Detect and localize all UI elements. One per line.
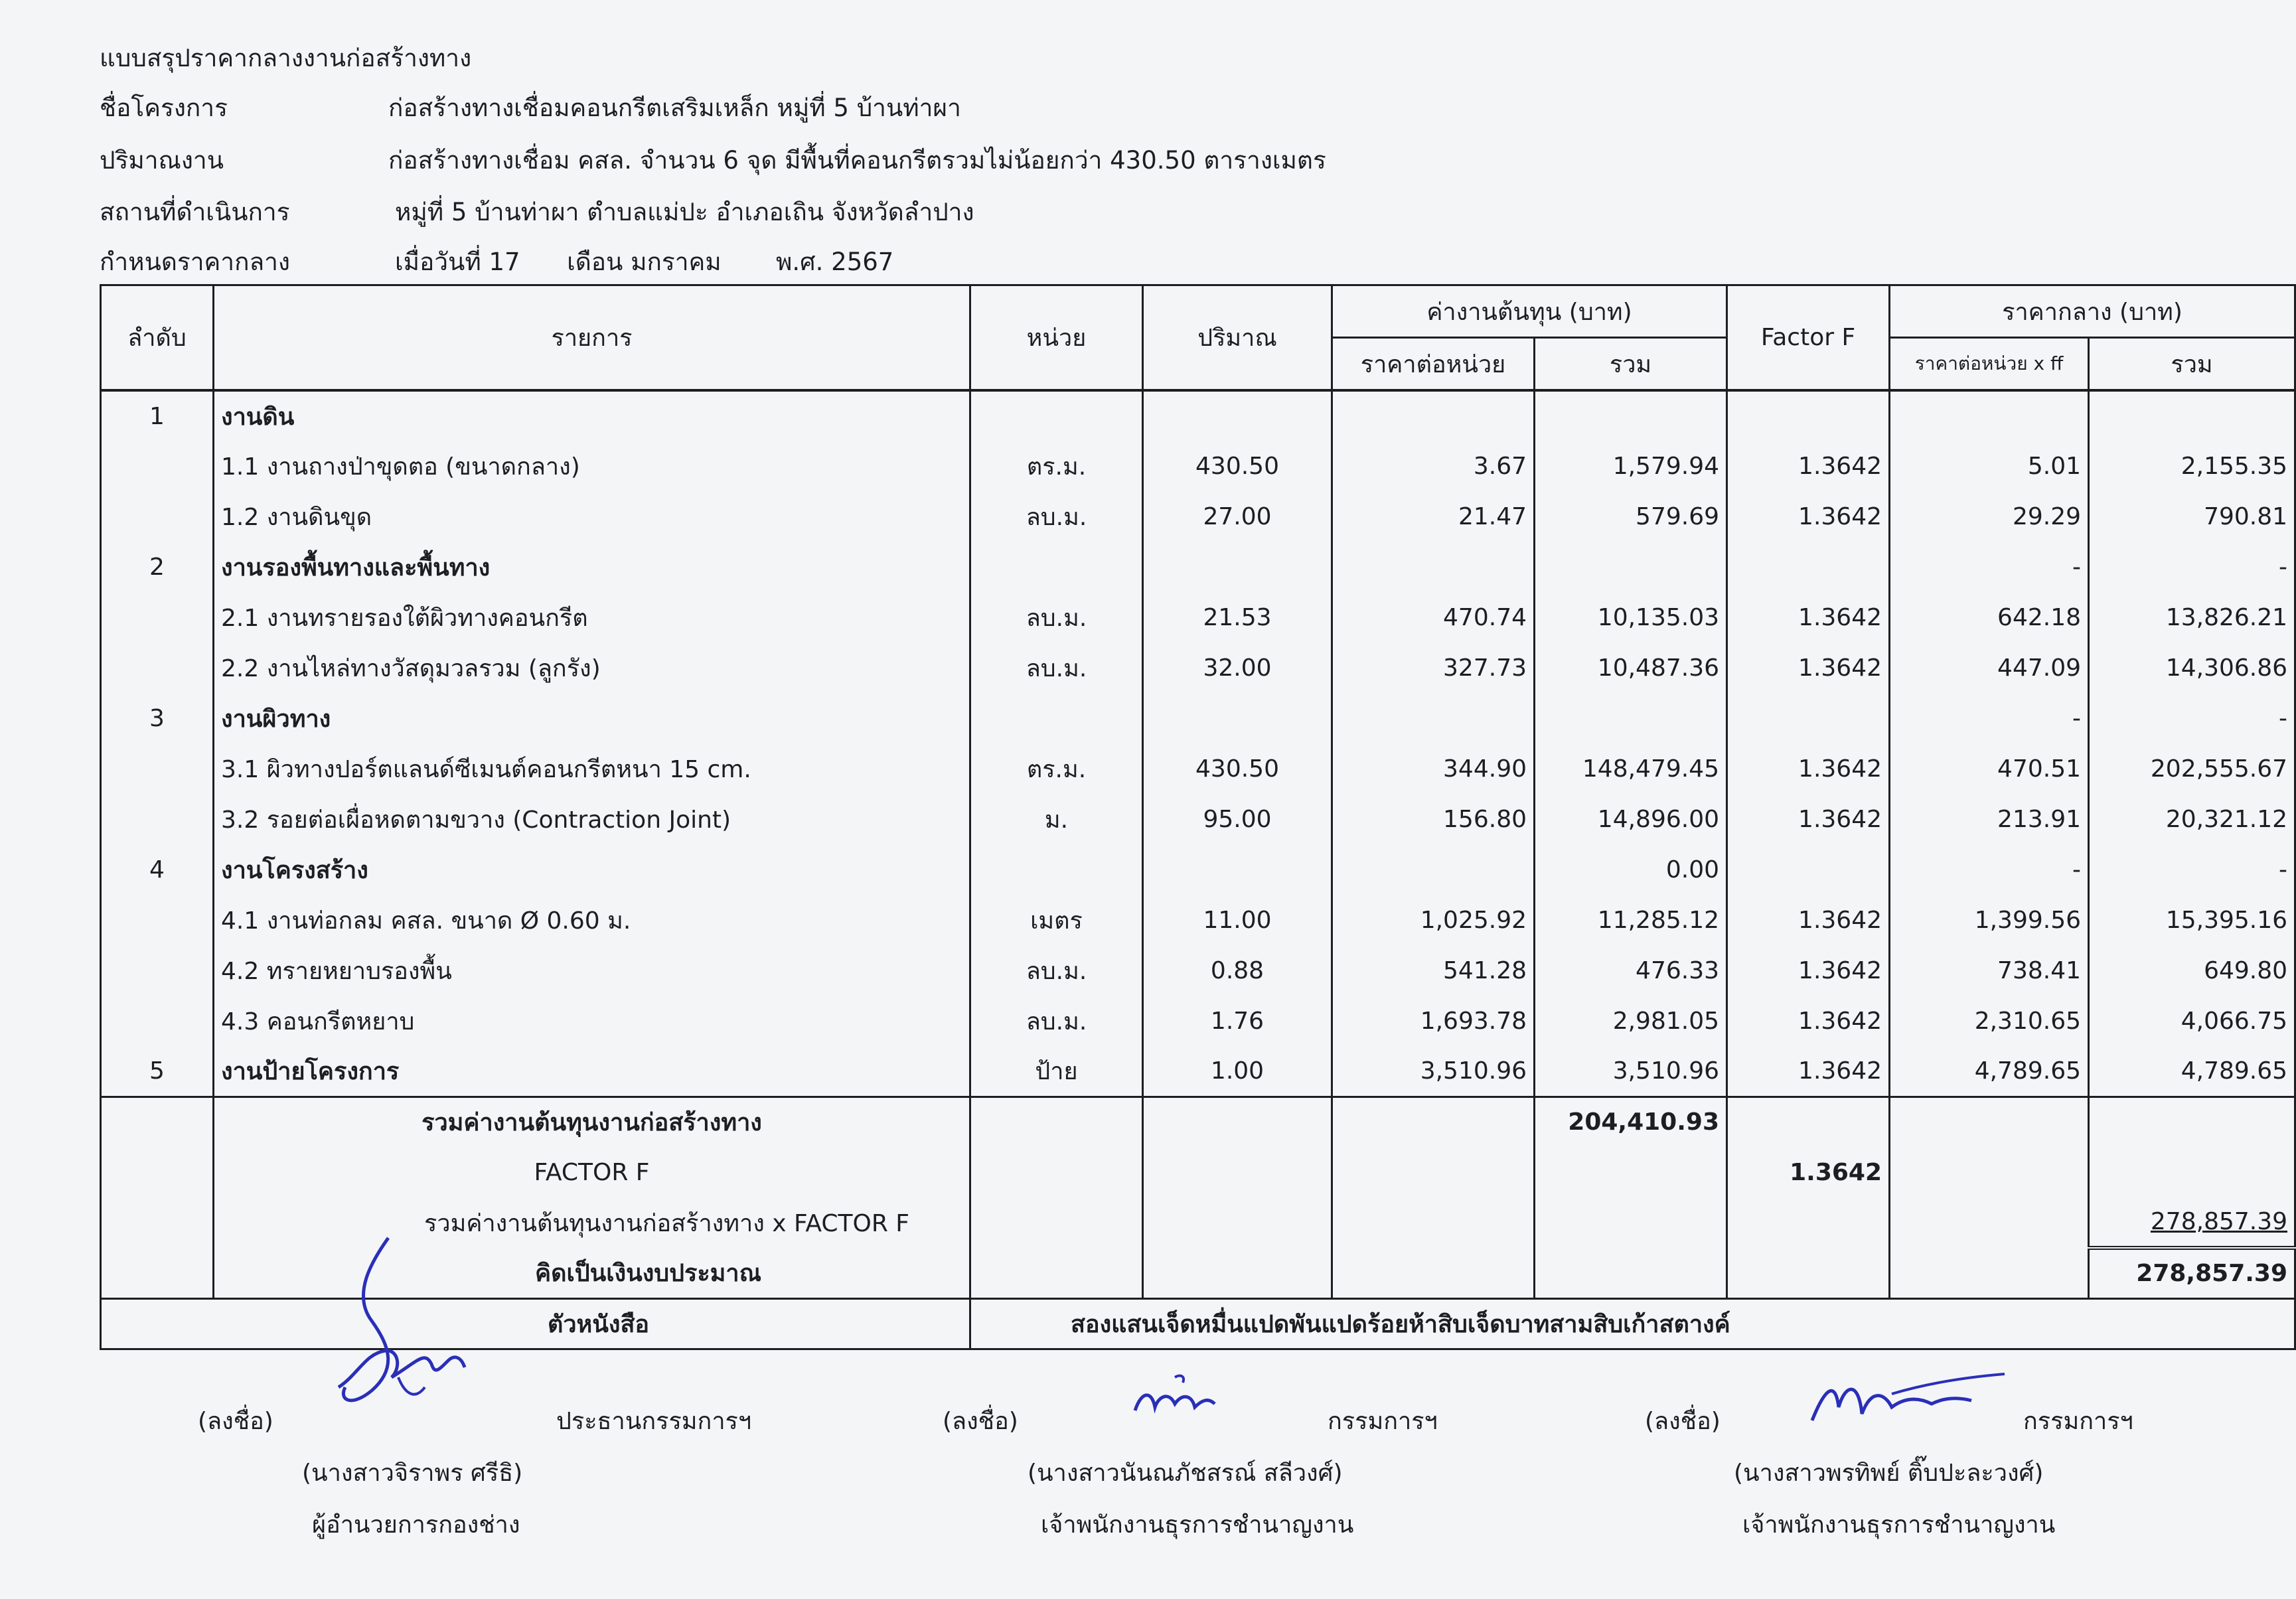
row-unit: ลบ.ม.: [970, 996, 1143, 1046]
project-label: ชื่อโครงการ: [100, 94, 228, 122]
header-cost-group: ค่างานต้นทุน (บาท): [1332, 285, 1727, 338]
price-date: เมื่อวันที่ 17 เดือน มกราคม พ.ศ. 2567: [395, 248, 894, 276]
row-item: 1.2 งานดินขุด: [214, 491, 970, 542]
row-cost-total: [1535, 542, 1727, 592]
quantity-label: ปริมาณงาน: [100, 146, 224, 175]
row-cost-total: 14,896.00: [1535, 794, 1727, 844]
header-cost-unit-price: ราคาต่อหน่วย: [1332, 338, 1535, 391]
signature-3-name: (นางสาวพรทิพย์ ติ๊บปะละวงศ์): [1734, 1460, 2044, 1487]
signature-2-position: เจ้าพนักงานธุรการชำนาญงาน: [1041, 1511, 1354, 1539]
row-no: [101, 895, 214, 945]
row-cost-total: 1,579.94: [1535, 441, 1727, 491]
table-row: [101, 895, 2295, 945]
row-median-total: -: [2089, 844, 2295, 895]
row-cost-unit-price: 1,693.78: [1332, 996, 1535, 1046]
row-median-total: 4,789.65: [2089, 1046, 2295, 1097]
row-item: งานดิน: [214, 390, 970, 441]
row-cost-total: 3,510.96: [1535, 1046, 1727, 1097]
total-factor-label: รวมค่างานต้นทุนงานก่อสร้างทาง x FACTOR F: [214, 1197, 970, 1248]
row-median-unit-price: [1890, 390, 2089, 441]
row-qty: 32.00: [1143, 643, 1332, 693]
row-median-unit-price: 1,399.56: [1890, 895, 2089, 945]
row-median-unit-price: 213.91: [1890, 794, 2089, 844]
row-qty: 27.00: [1143, 491, 1332, 542]
row-cost-unit-price: 1,025.92: [1332, 895, 1535, 945]
row-median-unit-price: 447.09: [1890, 643, 2089, 693]
row-median-unit-price: 2,310.65: [1890, 996, 2089, 1046]
row-unit: เมตร: [970, 895, 1143, 945]
row-cost-unit-price: 156.80: [1332, 794, 1535, 844]
row-cost-unit-price: [1332, 542, 1535, 592]
row-qty: [1143, 542, 1332, 592]
row-factor: 1.3642: [1727, 643, 1890, 693]
row-unit: [970, 542, 1143, 592]
row-median-total: 15,395.16: [2089, 895, 2295, 945]
table-row: [101, 693, 2295, 743]
table-row: [101, 1046, 2295, 1097]
row-unit: ตร.ม.: [970, 441, 1143, 491]
header-no: ลำดับ: [101, 285, 214, 391]
row-no: [101, 996, 214, 1046]
row-cost-unit-price: 21.47: [1332, 491, 1535, 542]
row-cost-unit-price: [1332, 390, 1535, 441]
row-item: 4.3 คอนกรีตหยาบ: [214, 996, 970, 1046]
row-factor: [1727, 844, 1890, 895]
row-median-total: 20,321.12: [2089, 794, 2295, 844]
summary-row-factor: [101, 1147, 2295, 1197]
row-qty: [1143, 390, 1332, 441]
row-qty: 11.00: [1143, 895, 1332, 945]
budget-value: 278,857.39: [2089, 1248, 2295, 1298]
row-no: 2: [101, 542, 214, 592]
row-median-unit-price: -: [1890, 693, 2089, 743]
row-qty: [1143, 844, 1332, 895]
row-cost-unit-price: 344.90: [1332, 743, 1535, 794]
header-median-unit-price: ราคาต่อหน่วย x ff: [1890, 338, 2089, 391]
row-unit: ลบ.ม.: [970, 491, 1143, 542]
row-median-total: 790.81: [2089, 491, 2295, 542]
row-cost-total: 579.69: [1535, 491, 1727, 542]
row-cost-unit-price: 3.67: [1332, 441, 1535, 491]
row-median-unit-price: 5.01: [1890, 441, 2089, 491]
row-factor: [1727, 390, 1890, 441]
header-cost-total: รวม: [1535, 338, 1727, 391]
row-factor: 1.3642: [1727, 491, 1890, 542]
row-factor: 1.3642: [1727, 996, 1890, 1046]
row-median-total: 649.80: [2089, 945, 2295, 996]
row-qty: 430.50: [1143, 743, 1332, 794]
row-median-unit-price: 4,789.65: [1890, 1046, 2089, 1097]
row-item: งานโครงสร้าง: [214, 844, 970, 895]
table-row: [101, 996, 2295, 1046]
row-unit: ตร.ม.: [970, 743, 1143, 794]
table-row: [101, 441, 2295, 491]
signature-1-name: (นางสาวจิราพร ศรีธิ): [302, 1460, 523, 1487]
row-no: 4: [101, 844, 214, 895]
row-median-total: 4,066.75: [2089, 996, 2295, 1046]
row-median-total: 202,555.67: [2089, 743, 2295, 794]
row-item: 2.2 งานไหล่ทางวัสดุมวลรวม (ลูกรัง): [214, 643, 970, 693]
words-label: ตัวหนังสือ: [101, 1298, 970, 1349]
row-factor: 1.3642: [1727, 592, 1890, 643]
row-cost-total: 11,285.12: [1535, 895, 1727, 945]
row-item: 1.1 งานถางป่าขุดตอ (ขนาดกลาง): [214, 441, 970, 491]
row-qty: 430.50: [1143, 441, 1332, 491]
quantity-value: ก่อสร้างทางเชื่อม คสล. จำนวน 6 จุด มีพื้นที่คอนกรีตรวมไม่น้อยกว่า 430.50 ตารางเมตร: [388, 146, 1326, 175]
row-cost-unit-price: 541.28: [1332, 945, 1535, 996]
summary-row-total-cost: [101, 1097, 2295, 1147]
budget-label: คิดเป็นเงินงบประมาณ: [214, 1248, 970, 1298]
row-median-unit-price: 642.18: [1890, 592, 2089, 643]
row-median-total: 13,826.21: [2089, 592, 2295, 643]
row-unit: ลบ.ม.: [970, 945, 1143, 996]
row-cost-unit-price: [1332, 844, 1535, 895]
table-row: [101, 844, 2295, 895]
factor-value: 1.3642: [1727, 1147, 1890, 1197]
table-row: [101, 743, 2295, 794]
row-factor: 1.3642: [1727, 743, 1890, 794]
table-row: [101, 794, 2295, 844]
signature-3-handwriting: [1805, 1367, 2018, 1440]
row-factor: 1.3642: [1727, 895, 1890, 945]
total-cost-value: 204,410.93: [1535, 1097, 1727, 1147]
row-cost-total: 476.33: [1535, 945, 1727, 996]
factor-label: FACTOR F: [214, 1147, 970, 1197]
signature-2-sign-label: (ลงชื่อ): [943, 1408, 1018, 1435]
row-qty: [1143, 693, 1332, 743]
row-cost-total: 0.00: [1535, 844, 1727, 895]
row-cost-total: [1535, 390, 1727, 441]
signature-1-role: ประธานกรรมการฯ: [556, 1408, 752, 1435]
total-cost-label: รวมค่างานต้นทุนงานก่อสร้างทาง: [214, 1097, 970, 1147]
row-item: 3.2 รอยต่อเผื่อหดตามขวาง (Contraction Joint): [214, 794, 970, 844]
header-qty: ปริมาณ: [1143, 285, 1332, 391]
row-qty: 95.00: [1143, 794, 1332, 844]
row-cost-total: [1535, 693, 1727, 743]
row-no: 1: [101, 390, 214, 441]
words-value: สองแสนเจ็ดหมื่นแปดพันแปดร้อยห้าสิบเจ็ดบาทสามสิบเก้าสตางค์: [970, 1298, 2295, 1349]
row-no: [101, 441, 214, 491]
row-median-total: 14,306.86: [2089, 643, 2295, 693]
signature-2-role: กรรมการฯ: [1328, 1408, 1438, 1435]
header-factor: Factor F: [1727, 285, 1890, 391]
signature-3-position: เจ้าพนักงานธุรการชำนาญงาน: [1742, 1511, 2056, 1539]
row-item: 4.2 ทรายหยาบรองพื้น: [214, 945, 970, 996]
row-cost-unit-price: 470.74: [1332, 592, 1535, 643]
project-value: ก่อสร้างทางเชื่อมคอนกรีตเสริมเหล็ก หมู่ที่ 5 บ้านท่าผา: [388, 94, 961, 122]
row-item: 4.1 งานท่อกลม คสล. ขนาด Ø 0.60 ม.: [214, 895, 970, 945]
row-no: [101, 643, 214, 693]
row-factor: [1727, 542, 1890, 592]
row-qty: 21.53: [1143, 592, 1332, 643]
row-unit: ม.: [970, 794, 1143, 844]
row-item: งานรองพื้นทางและพื้นทาง: [214, 542, 970, 592]
row-qty: 1.76: [1143, 996, 1332, 1046]
row-qty: 1.00: [1143, 1046, 1332, 1097]
row-qty: 0.88: [1143, 945, 1332, 996]
table-row: [101, 592, 2295, 643]
row-median-unit-price: 470.51: [1890, 743, 2089, 794]
header-median-total: รวม: [2089, 338, 2295, 391]
row-factor: 1.3642: [1727, 1046, 1890, 1097]
row-cost-total: 148,479.45: [1535, 743, 1727, 794]
row-item: 2.1 งานทรายรองใต้ผิวทางคอนกรีต: [214, 592, 970, 643]
row-median-total: 2,155.35: [2089, 441, 2295, 491]
row-unit: ลบ.ม.: [970, 592, 1143, 643]
row-median-unit-price: 738.41: [1890, 945, 2089, 996]
row-median-unit-price: -: [1890, 844, 2089, 895]
header-median-group: ราคากลาง (บาท): [1890, 285, 2295, 338]
row-cost-total: 2,981.05: [1535, 996, 1727, 1046]
row-cost-total: 10,135.03: [1535, 592, 1727, 643]
row-median-unit-price: -: [1890, 542, 2089, 592]
signature-1-sign-label: (ลงชื่อ): [198, 1408, 273, 1435]
row-factor: 1.3642: [1727, 441, 1890, 491]
signature-1-position: ผู้อำนวยการกองช่าง: [312, 1511, 520, 1539]
location-label: สถานที่ดำเนินการ: [100, 198, 290, 226]
row-factor: [1727, 693, 1890, 743]
row-cost-unit-price: 327.73: [1332, 643, 1535, 693]
table-row: [101, 542, 2295, 592]
row-cost-unit-price: [1332, 693, 1535, 743]
row-unit: [970, 693, 1143, 743]
row-median-total: -: [2089, 693, 2295, 743]
signature-1-handwriting: [325, 1235, 498, 1434]
signature-2-name: (นางสาวนันณภัชสรณ์ สลีวงศ์): [1028, 1460, 1343, 1487]
header-unit: หน่วย: [970, 285, 1143, 391]
row-unit: [970, 844, 1143, 895]
row-unit: [970, 390, 1143, 441]
total-factor-value: 278,857.39: [2089, 1197, 2295, 1248]
row-item: 3.1 ผิวทางปอร์ตแลนด์ซีเมนต์คอนกรีตหนา 15 cm.: [214, 743, 970, 794]
signature-2-handwriting: [1128, 1364, 1221, 1430]
row-item: งานผิวทาง: [214, 693, 970, 743]
row-unit: ป้าย: [970, 1046, 1143, 1097]
row-no: [101, 491, 214, 542]
signature-3-sign-label: (ลงชื่อ): [1645, 1408, 1721, 1435]
estimate-table: [100, 284, 2296, 1350]
row-no: [101, 945, 214, 996]
table-body: [101, 390, 2295, 1097]
form-title: แบบสรุปราคากลางงานก่อสร้างทาง: [100, 44, 472, 72]
row-median-unit-price: 29.29: [1890, 491, 2089, 542]
row-factor: 1.3642: [1727, 794, 1890, 844]
table-row: [101, 491, 2295, 542]
table-row: [101, 643, 2295, 693]
row-median-total: [2089, 390, 2295, 441]
row-cost-unit-price: 3,510.96: [1332, 1046, 1535, 1097]
location-value: หมู่ที่ 5 บ้านท่าผา ตำบลแม่ปะ อำเภอเถิน จังหวัดลำปาง: [395, 198, 974, 226]
row-no: [101, 592, 214, 643]
row-no: 3: [101, 693, 214, 743]
row-no: 5: [101, 1046, 214, 1097]
table-row: [101, 390, 2295, 441]
row-item: งานป้ายโครงการ: [214, 1046, 970, 1097]
row-no: [101, 743, 214, 794]
price-label: กำหนดราคากลาง: [100, 248, 290, 276]
row-no: [101, 794, 214, 844]
row-factor: 1.3642: [1727, 945, 1890, 996]
row-cost-total: 10,487.36: [1535, 643, 1727, 693]
row-median-total: -: [2089, 542, 2295, 592]
signature-3-role: กรรมการฯ: [2023, 1408, 2133, 1435]
row-unit: ลบ.ม.: [970, 643, 1143, 693]
table-row: [101, 945, 2295, 996]
header-item: รายการ: [214, 285, 970, 391]
